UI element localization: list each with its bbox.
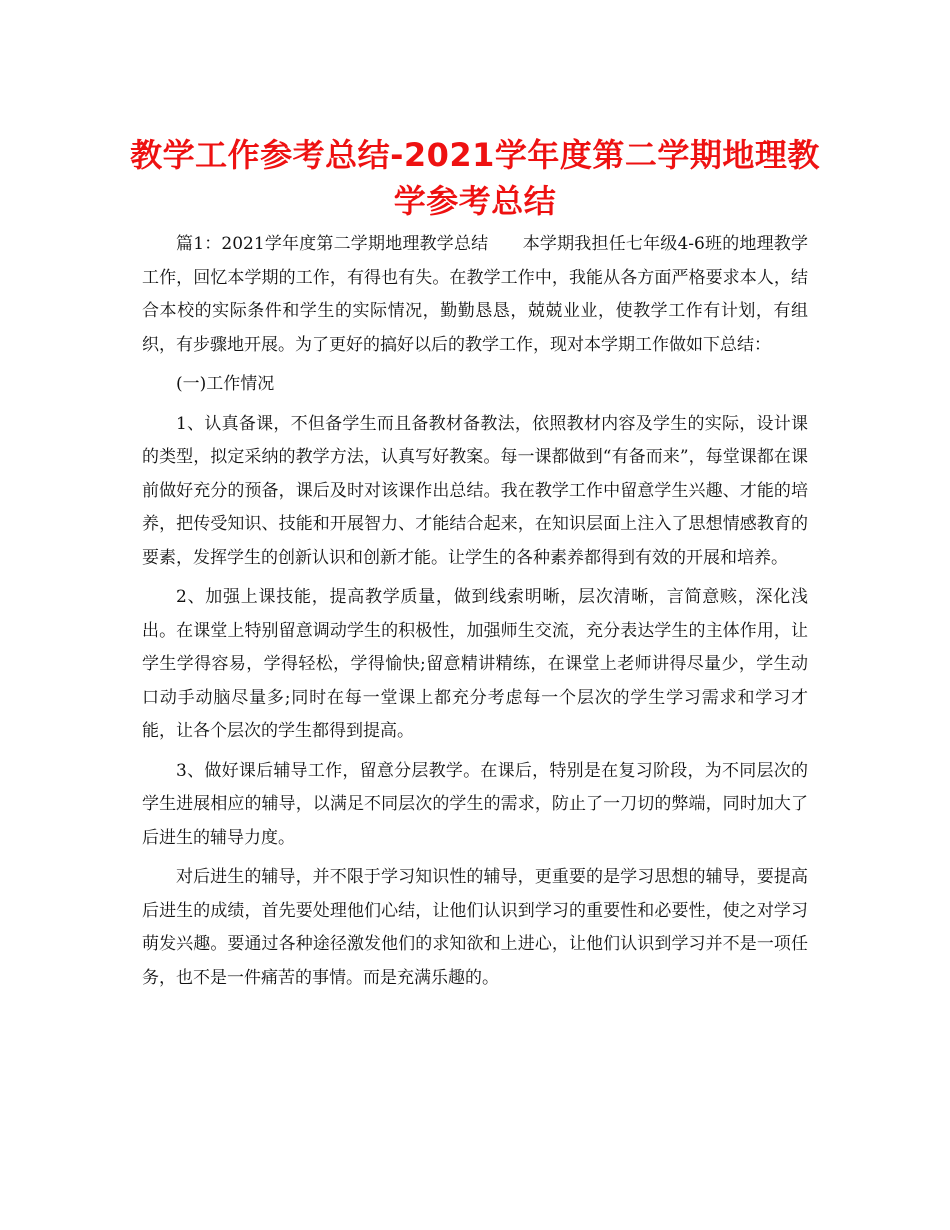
section-heading-work-situation: (一)工作情况 <box>176 374 275 394</box>
document-body <box>142 228 808 1001</box>
paragraph-struggling-students: 对后进生的辅导，并不限于学习知识性的辅导，更重要的是学习思想的辅导，要提高后进生的成绩，首先要处理他们心结，让他们认识到学习的重要性和必要性，使之对学习萌发兴趣。要通过各种途径激发他们的求知欲和上进心，让他们认识到学习并不是一项任务，也不是一件痛苦的事情。而是充满乐趣的。 <box>142 867 808 988</box>
document-title: 教学工作参考总结-2021学年度第二学期地理教学参考总结 <box>130 136 820 220</box>
paragraph-intro: 篇1：2021学年度第二学期地理教学总结 本学期我担任七年级4-6班的地理教学工作，回忆本学期的工作，有得也有失。在教学工作中，我能从各方面严格要求本人，结合本校的实际条件和学生的实际情况，勤勤恳恳，兢兢业业，使教学工作有计划，有组织，有步骤地开展。为了更好的搞好以后的教学工作，现对本学期工作做如下总结： <box>142 234 808 355</box>
paragraph-lesson-preparation: 1、认真备课，不但备学生而且备教材备教法，依照教材内容及学生的实际，设计课的类型，拟定采纳的教学方法，认真写好教案。每一课都做到“有备而来”，每堂课都在课前做好充分的预备，课后及时对该课作出总结。我在教学工作中留意学生兴趣、才能的培养，把传受知识、技能和开展智力、才能结合起来，在知识层面上注入了思想情感教育的要素，发挥学生的创新认识和创新才能。让学生的各种素养都得到有效的开展和培养。 <box>142 413 808 568</box>
paragraph-after-class-tutoring: 3、做好课后辅导工作，留意分层教学。在课后，特别是在复习阶段，为不同层次的学生进展相应的辅导，以满足不同层次的学生的需求，防止了一刀切的弊端，同时加大了后进生的辅导力度。 <box>142 760 808 848</box>
paragraph-teaching-skills: 2、加强上课技能，提高教学质量，做到线索明晰，层次清晰，言简意赅，深化浅出。在课堂上特别留意调动学生的积极性，加强师生交流，充分表达学生的主体作用，让学生学得容易，学得轻松，学得愉快;留意精讲精练，在课堂上老师讲得尽量少，学生动口动手动脑尽量多;同时在每一堂课上都充分考虑每一个层次的学生学习需求和学习才能，让各个层次的学生都得到提高。 <box>142 587 808 741</box>
